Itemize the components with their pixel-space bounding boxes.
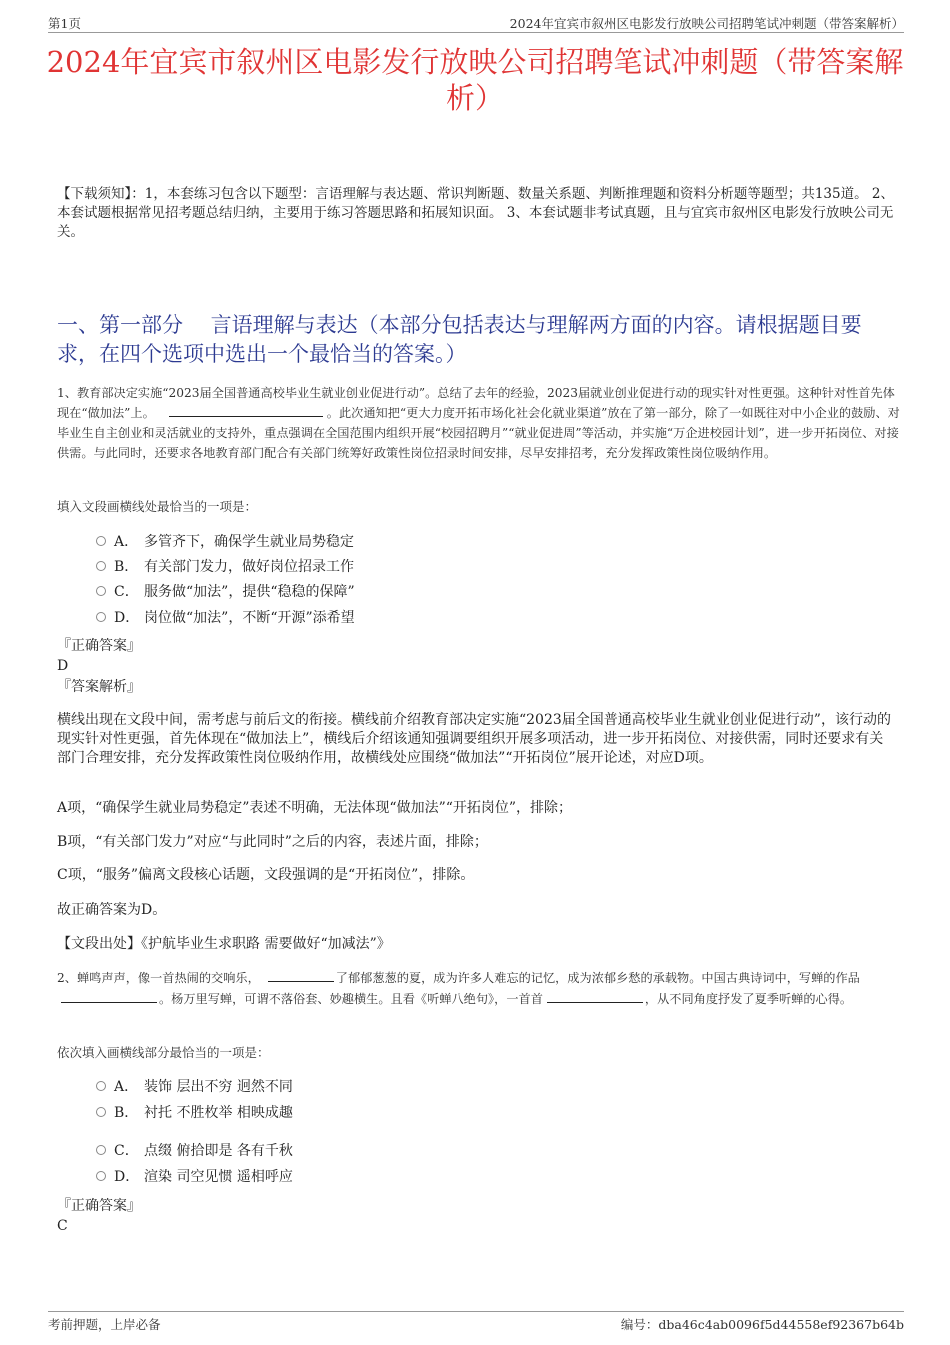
q1-text-before: 1、教育部决定实施“2023届全国普通高校毕业生就业创业促进行动”。总结了去年的经验，2023届就业创业促进行动的现实针对性更强。这种针对性首先体现在“做加法”上。 [57,386,895,420]
q2-prompt: 依次填入画横线部分最恰当的一项是： [57,1045,270,1060]
q2-part-4: ，从不同角度抒发了夏季听蝉的心得。 [644,992,853,1006]
question-1-text [57,383,900,463]
radio-icon[interactable] [96,586,106,596]
footer-doc-id: 编号：dba46c4ab0096f5d44558ef92367b64b [620,1317,904,1332]
q1-prompt: 填入文段画横线处最恰当的一项是： [57,499,258,514]
q2-option-d[interactable] [96,1167,293,1187]
question-2-text [57,968,900,1010]
q1-analysis-paragraph: 横线出现在文段中间，需考虑与前后文的衔接。横线前介绍教育部决定实施“2023届全国普通高校毕业生就业创业促进行动”，该行动的现实针对性更强，首先体现在“做加法上”，横线后介绍该通知强调要组织开展多项活动，进一步开拓岗位、对接供需，同时还要求有关部门合理安排，充分发挥政策性岗位吸纳作用，故横线处应围绕“做加法”“开拓岗位”展开论述，对应D项。 [57,712,891,766]
option-text: 点缀 俯拾即是 各有千秋 [144,1143,293,1159]
radio-icon[interactable] [96,1171,106,1181]
page-header [48,14,904,33]
q2-part-2: 了郁郁葱葱的夏，成为许多人难忘的记忆，成为浓郁乡愁的承载物。中国古典诗词中，写蝉的作品 [335,971,860,985]
option-text: 渲染 司空见惯 遥相呼应 [144,1169,293,1185]
q1-option-c[interactable] [96,582,355,602]
q1-analysis-b: B项，“有关部门发力”对应“与此同时”之后的内容，表述片面，排除； [57,834,488,850]
radio-icon[interactable] [96,561,106,571]
option-text: 衬托 不胜枚举 相映成趣 [144,1105,293,1121]
footer-slogan: 考前押题，上岸必备 [48,1317,161,1332]
radio-icon[interactable] [96,536,106,546]
q2-option-c[interactable] [96,1141,293,1161]
q1-option-d[interactable] [96,608,355,628]
q2-answer: C [57,1218,68,1234]
option-text: 装饰 层出不穷 迥然不同 [144,1079,293,1095]
q2-option-a[interactable] [96,1077,293,1097]
download-notice: 【下载须知】：1，本套练习包含以下题型：言语理解与表达题、常识判断题、数量关系题、判断推理题和资料分析题等题型；共135道。 2、本套试题根据常见招考题总结归纳，主要用于练习答题思路和拓展知识面。 3、本套试题非考试真题，且与宜宾市叙州区电影发行放映公司无关。 [57,186,894,240]
q1-text-after: 。此次通知把“更大力度开拓市场化社会化就业渠道”放在了第一部分，除了一如既往对中小企业的鼓励、对毕业生自主创业和灵活就业的支持外，重点强调在全国范围内组织开展“校园招聘月”“就业促进周”等活动，并实施“万企进校园计划”，进一步开拓岗位、对接供需。与此同时，还要求各地教育部门配合有关部门统筹好政策性岗位招录时间安排，尽早安排招考，充分发挥政策性岗位吸纳作用。 [57,406,900,460]
option-letter: D． [114,1169,140,1185]
document-title: 2024年宜宾市叙州区电影发行放映公司招聘笔试冲刺题（带答案解析） [46,45,904,115]
option-text: 多管齐下，确保学生就业局势稳定 [144,534,354,550]
radio-icon[interactable] [96,1107,106,1117]
q1-analysis-conclusion: 故正确答案为D。 [57,902,167,918]
page-footer [48,1311,904,1332]
header-doc-title: 2024年宜宾市叙州区电影发行放映公司招聘笔试冲刺题（带答案解析） [509,16,904,31]
q1-option-b[interactable] [96,557,354,577]
q1-analysis-label: 『答案解析』 [57,679,141,695]
page-number: 第1页 [48,16,81,31]
option-letter: C． [114,1143,139,1159]
option-letter: B． [114,559,139,575]
option-letter: B． [114,1105,139,1121]
radio-icon[interactable] [96,612,106,622]
q2-part-3: 。杨万里写蝉，可谓不落俗套、妙趣横生。且看《听蝉八绝句》，一首首 [159,992,543,1006]
q1-analysis-a: A项，“确保学生就业局势稳定”表述不明确，无法体现“做加法”“开拓岗位”，排除； [57,800,573,816]
option-letter: D． [114,610,140,626]
q1-source: 【文段出处】《护航毕业生求职路 需要做好“加减法”》 [57,936,391,952]
option-text: 有关部门发力，做好岗位招录工作 [144,559,354,575]
q2-part-1: 2、蝉鸣声声，像一首热闹的交响乐， [57,971,260,985]
option-letter: C． [114,584,139,600]
option-text: 岗位做“加法”，不断“开源”添希望 [144,610,355,626]
option-letter: A． [114,534,139,550]
radio-icon[interactable] [96,1145,106,1155]
section-title: 一、第一部分 言语理解与表达（本部分包括表达与理解两方面的内容。请根据题目要求，在四个选项中选出一个最恰当的答案。） [57,313,862,366]
q2-blank-1 [268,969,334,982]
q1-analysis-c: C项，“服务”偏离文段核心话题，文段强调的是“开拓岗位”，排除。 [57,867,475,883]
q2-answer-label: 『正确答案』 [57,1198,141,1214]
option-letter: A． [114,1079,139,1095]
q1-answer: D [57,658,69,674]
q2-option-b[interactable] [96,1103,293,1123]
q1-answer-label: 『正确答案』 [57,638,141,654]
q1-blank [169,404,323,417]
q2-blank-2 [61,990,157,1003]
q2-blank-3 [547,990,643,1003]
q1-option-a[interactable] [96,532,354,552]
radio-icon[interactable] [96,1081,106,1091]
option-text: 服务做“加法”，提供“稳稳的保障” [144,584,355,600]
